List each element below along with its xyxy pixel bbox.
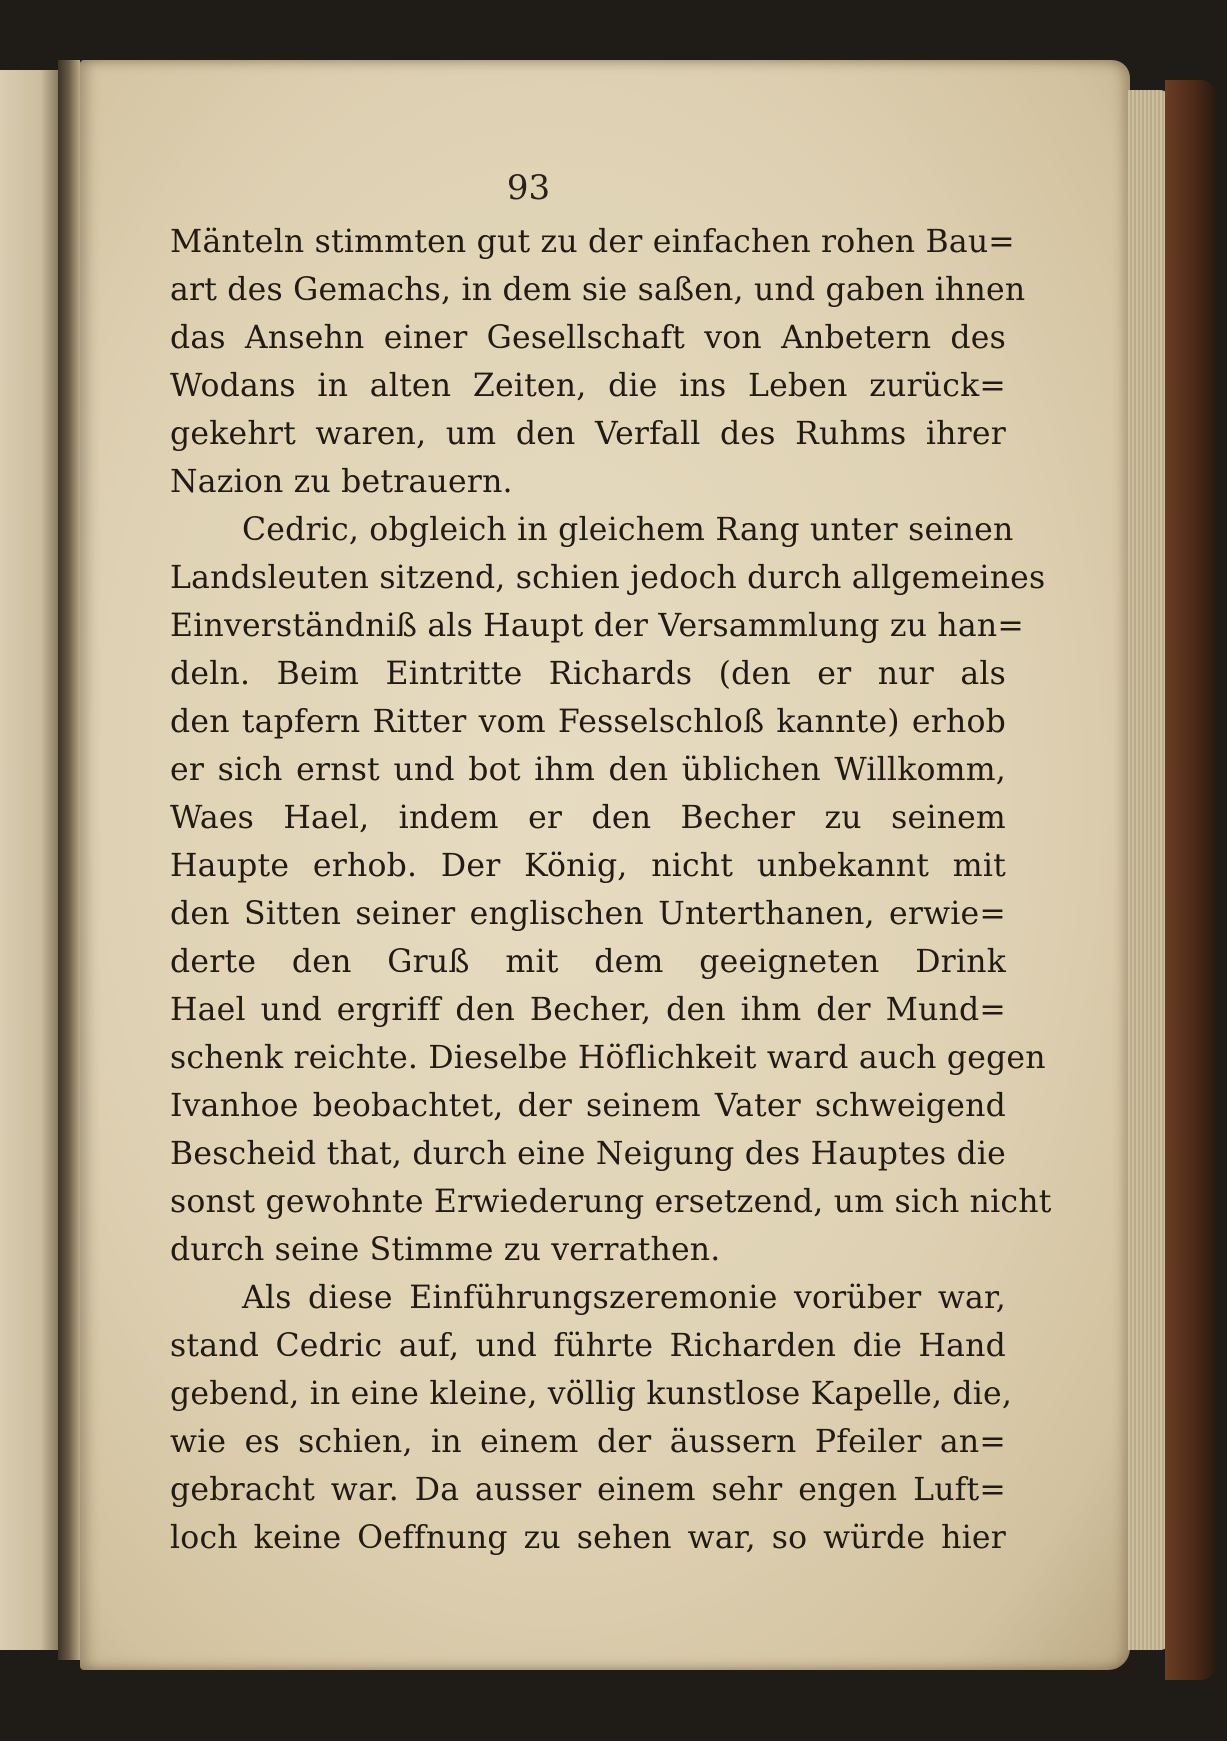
text-line: den tapfern Ritter vom Fesselschloß kannte) erhob [170,704,1006,740]
text-line: gekehrt waren, um den Verfall des Ruhms ihrer [170,416,1006,452]
text-line: schenk reichte. Dieselbe Höflichkeit ward auch gegen [170,1040,1046,1076]
text-line: Cedric, obgleich in gleichem Rang unter seinen [242,512,1014,548]
text-line: Haupte erhob. Der König, nicht unbekannt mit [170,848,1006,884]
book-gutter [58,60,80,1660]
text-line: durch seine Stimme zu verrathen. [170,1232,721,1268]
page-edges [1128,90,1170,1650]
text-line: Wodans in alten Zeiten, die ins Leben zurück= [170,368,1006,404]
text-line: Einverständniß als Haupt der Versammlung zu han= [170,608,1024,644]
text-line: Als diese Einführungszeremonie vorüber war, [242,1280,1006,1316]
body-text [170,218,1052,1562]
cover-edge [1165,80,1215,1680]
text-line: er sich ernst und bot ihm den üblichen Willkomm, [170,752,1006,788]
text-line: Bescheid that, durch eine Neigung des Hauptes die [170,1136,1006,1172]
text-line: art des Gemachs, in dem sie saßen, und gaben ihnen [170,272,1026,308]
text-line: stand Cedric auf, und führte Richarden die Hand [170,1328,1006,1364]
text-line: gebracht war. Da ausser einem sehr engen Luft= [170,1472,1006,1508]
page-number: 93 [506,168,551,208]
text-line: Hael und ergriff den Becher, den ihm der Mund= [170,992,1006,1028]
text-line: das Ansehn einer Gesellschaft von Anbetern des [170,320,1006,356]
text-line: sonst gewohnte Erwiederung ersetzend, um sich nicht [170,1184,1052,1220]
left-page-edge [0,70,60,1650]
text-line: Landsleuten sitzend, schien jedoch durch allgemeines [170,560,1046,596]
text-line: Mänteln stimmten gut zu der einfachen rohen Bau= [170,224,1015,260]
text-line: gebend, in eine kleine, völlig kunstlose Kapelle, die, [170,1376,1013,1412]
text-line: den Sitten seiner englischen Unterthanen, erwie= [170,896,1006,932]
text-line: loch keine Oeffnung zu sehen war, so würde hier [170,1520,1006,1556]
text-line: wie es schien, in einem der äussern Pfeiler an= [170,1424,1006,1460]
text-line: derte den Gruß mit dem geeigneten Drink [170,944,1006,980]
text-line: Ivanhoe beobachtet, der seinem Vater schweigend [170,1088,1006,1124]
text-line: Waes Hael, indem er den Becher zu seinem [170,800,1006,836]
text-line: deln. Beim Eintritte Richards (den er nur als [170,656,1006,692]
text-line: Nazion zu betrauern. [170,464,513,500]
